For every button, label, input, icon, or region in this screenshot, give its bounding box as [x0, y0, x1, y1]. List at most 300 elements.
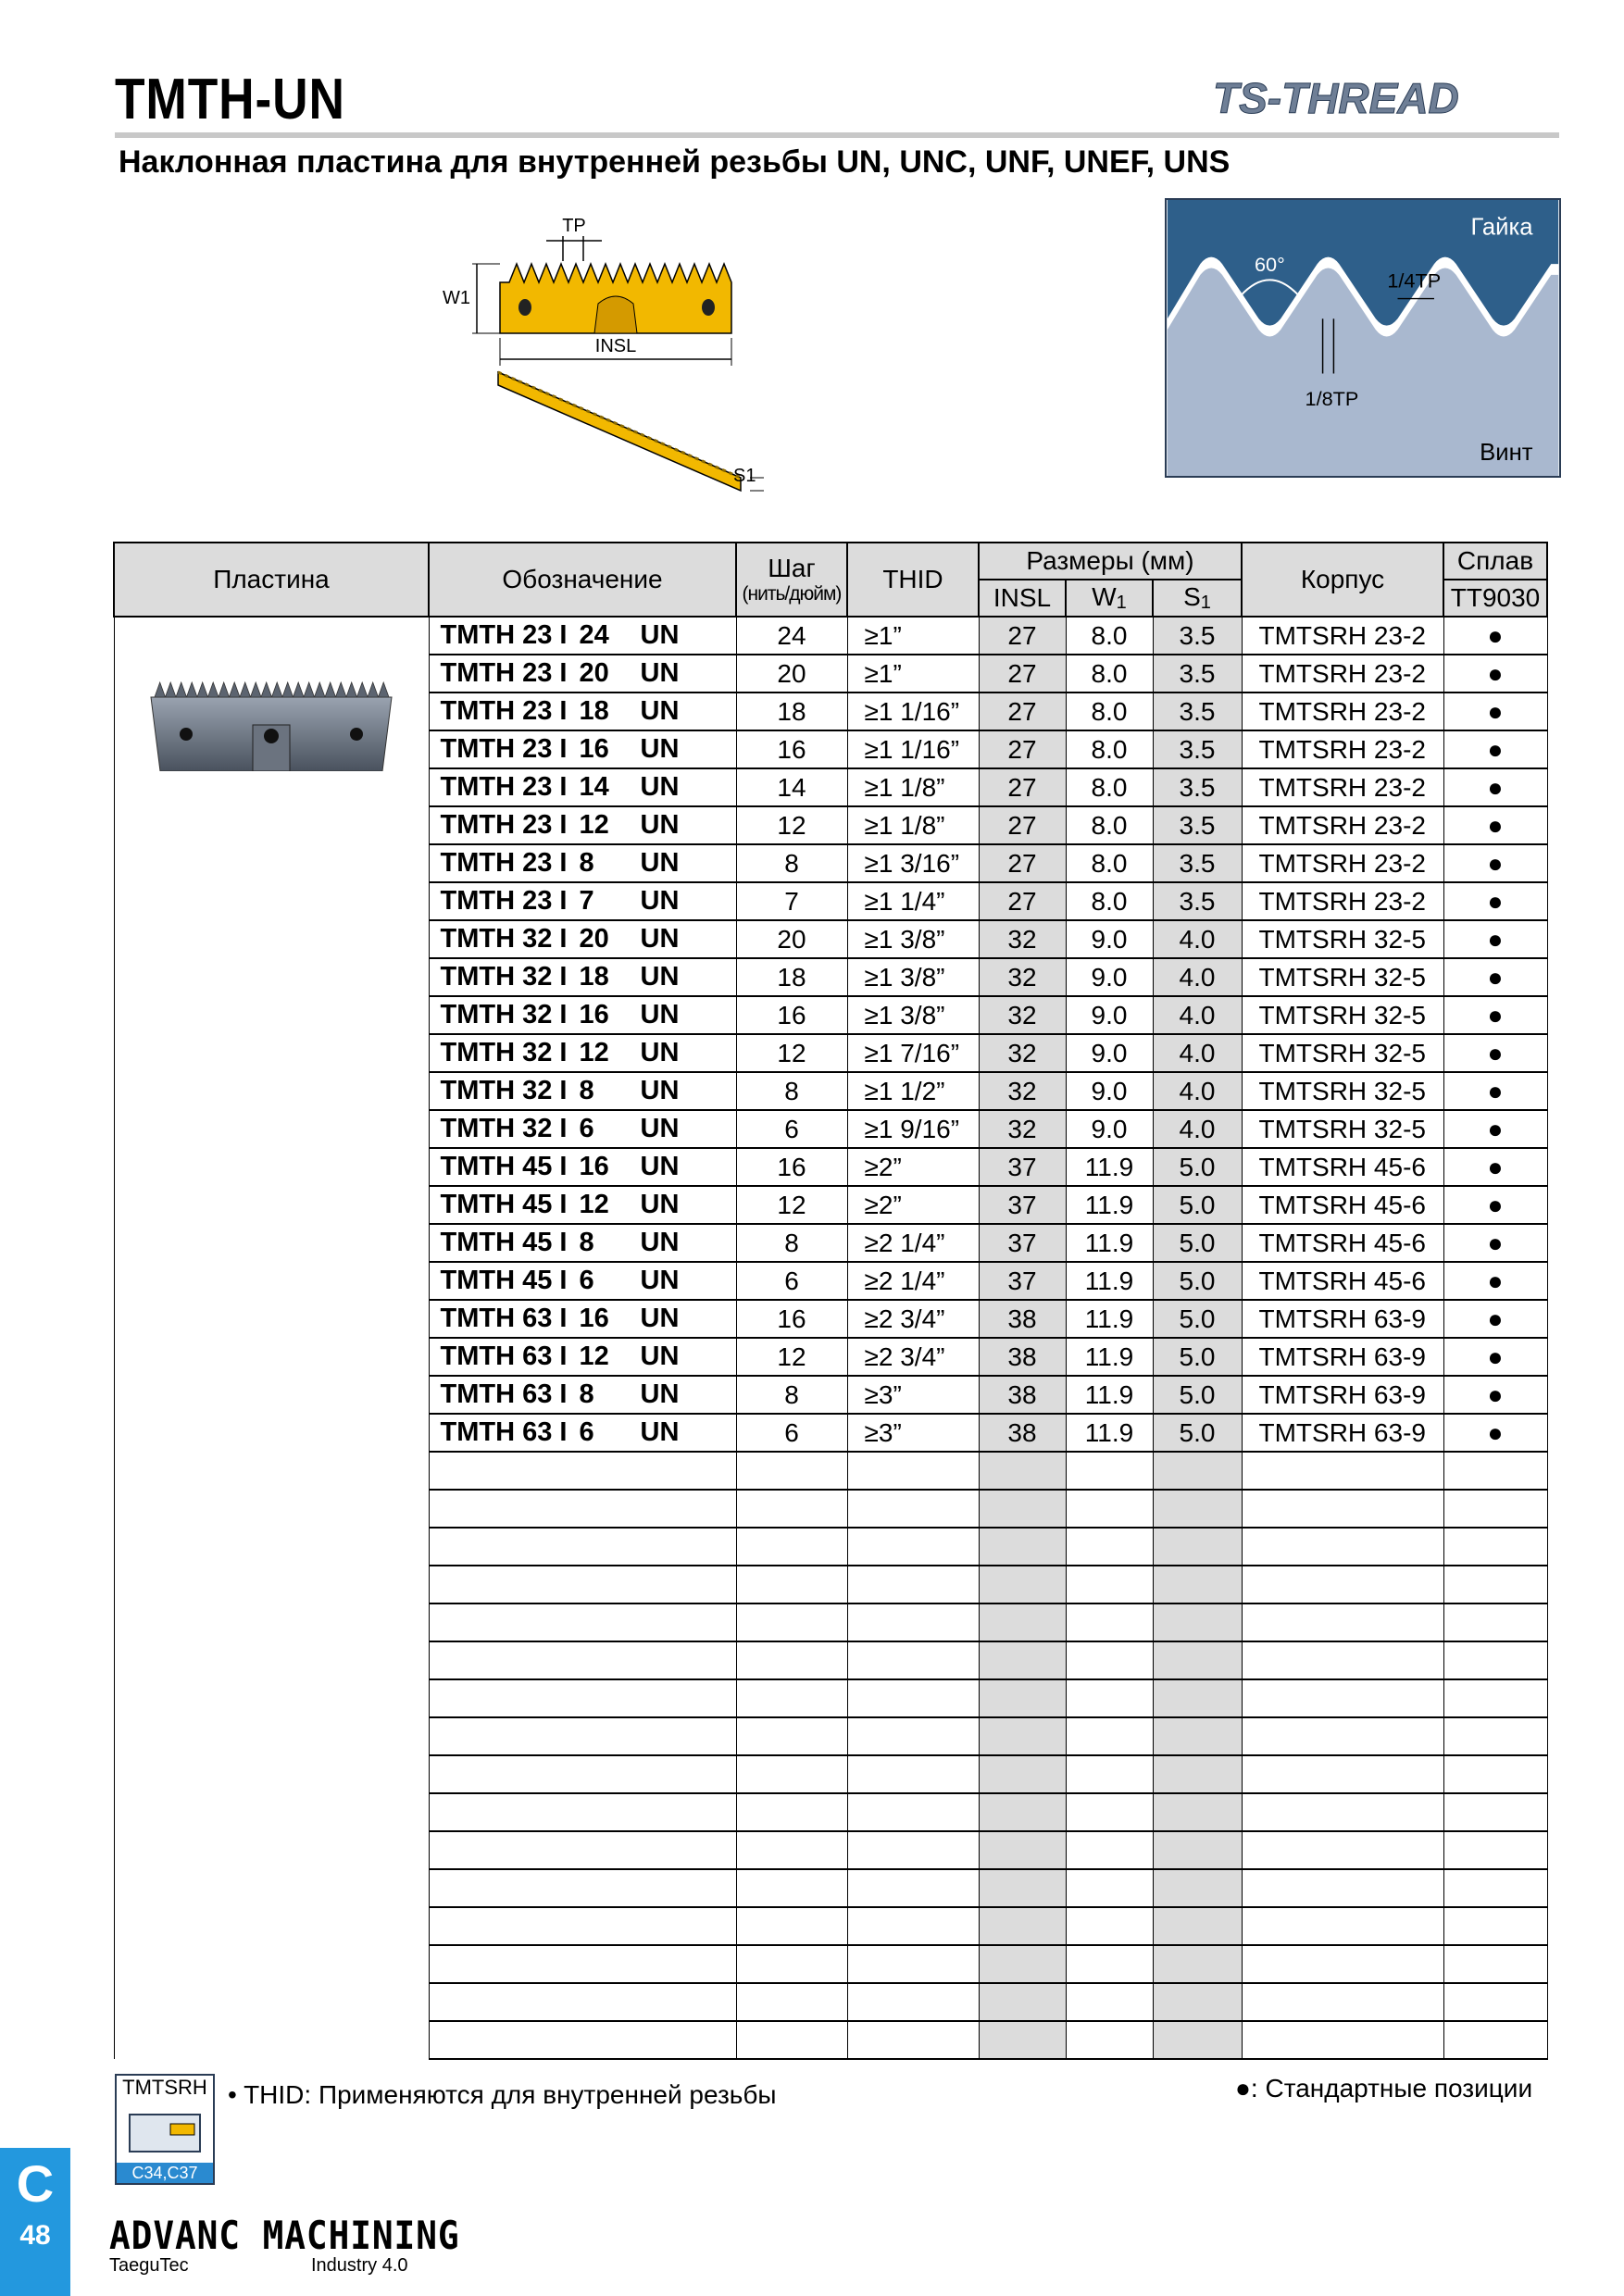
s1-cell: [1153, 1907, 1242, 1945]
designation-cell: [429, 1300, 736, 1338]
pitch-cell: 8: [736, 1224, 847, 1262]
thid-cell: [847, 1452, 979, 1490]
header-w1-letter: W: [1092, 582, 1117, 611]
insl-cell: 38: [979, 1414, 1066, 1452]
pitch-cell: 24: [736, 617, 847, 655]
pitch-cell: [736, 1490, 847, 1528]
thid-cell: ≥1 1/8”: [847, 806, 979, 844]
holder-cell: TMTSRH 32-5: [1242, 1110, 1443, 1148]
pitch-cell: 8: [736, 844, 847, 882]
thid-cell: [847, 1945, 979, 1983]
designation-pitch: 12: [579, 1038, 609, 1067]
header-s1: [1153, 580, 1242, 617]
designation-series: TMTH 32 I: [440, 924, 568, 954]
w1-cell: 11.9: [1066, 1148, 1153, 1186]
page-subtitle: Наклонная пластина для внутренней резьбы UN, UNC, UNF, UNEF, UNS: [119, 144, 1230, 180]
pitch-cell: 14: [736, 768, 847, 806]
designation-cell: [429, 617, 736, 655]
s1-cell: 3.5: [1153, 617, 1242, 655]
designation-cell: [429, 1490, 736, 1528]
designation-cell: [429, 730, 736, 768]
grade-cell: [1443, 1490, 1547, 1528]
thid-cell: [847, 1793, 979, 1831]
designation-cell: [429, 1224, 736, 1262]
s1-cell: [1153, 2021, 1242, 2059]
designation-series: TMTH 23 I: [440, 658, 568, 688]
pitch-cell: 12: [736, 1034, 847, 1072]
pitch-cell: [736, 1907, 847, 1945]
holder-cell: TMTSRH 32-5: [1242, 1034, 1443, 1072]
insl-cell: 27: [979, 617, 1066, 655]
s1-cell: 3.5: [1153, 655, 1242, 693]
holder-cell: [1242, 1490, 1443, 1528]
header-designation: Обозначение: [429, 543, 736, 617]
header-holder: Корпус: [1242, 543, 1443, 617]
grade-cell: [1443, 2021, 1547, 2059]
insl-cell: 27: [979, 655, 1066, 693]
w1-cell: 11.9: [1066, 1224, 1153, 1262]
holder-cell: [1242, 1755, 1443, 1793]
designation-cell: [429, 1641, 736, 1679]
thid-cell: [847, 1603, 979, 1641]
s1-cell: 5.0: [1153, 1414, 1242, 1452]
holder-cell: TMTSRH 32-5: [1242, 958, 1443, 996]
designation-cell: [429, 1376, 736, 1414]
grade-cell: ●: [1443, 1110, 1547, 1148]
designation-cell: [429, 1945, 736, 1983]
designation-cell: [429, 1679, 736, 1717]
thid-cell: ≥2 1/4”: [847, 1262, 979, 1300]
holder-cell: [1242, 1528, 1443, 1566]
w1-cell: [1066, 1603, 1153, 1641]
insl-cell: [979, 1945, 1066, 1983]
designation-profile: UN: [640, 1341, 680, 1371]
insl-cell: [979, 1641, 1066, 1679]
designation-pitch: 12: [579, 1190, 609, 1219]
grade-cell: ●: [1443, 1414, 1547, 1452]
s1-cell: [1153, 1869, 1242, 1907]
thid-cell: [847, 1641, 979, 1679]
designation-series: TMTH 63 I: [440, 1417, 568, 1447]
holder-box-ref[interactable]: C34,C37: [117, 2163, 213, 2183]
designation-cell: [429, 882, 736, 920]
w1-cell: [1066, 1907, 1153, 1945]
insl-label: INSL: [594, 336, 637, 356]
grade-cell: [1443, 1907, 1547, 1945]
designation-profile: UN: [640, 1000, 680, 1029]
pitch-cell: [736, 1452, 847, 1490]
thid-cell: [847, 2021, 979, 2059]
thid-cell: ≥1 7/16”: [847, 1034, 979, 1072]
designation-profile: UN: [640, 658, 680, 688]
pitch-cell: 20: [736, 655, 847, 693]
designation-series: TMTH 23 I: [440, 848, 568, 878]
designation-series: TMTH 32 I: [440, 1114, 568, 1143]
grade-cell: [1443, 1945, 1547, 1983]
s1-cell: [1153, 1641, 1242, 1679]
grade-cell: [1443, 1983, 1547, 2021]
holder-cell: TMTSRH 23-2: [1242, 844, 1443, 882]
thid-cell: [847, 1566, 979, 1603]
designation-cell: [429, 844, 736, 882]
designation-profile: UN: [640, 696, 680, 726]
designation-pitch: 20: [579, 658, 609, 688]
thid-cell: ≥2”: [847, 1186, 979, 1224]
holder-cell: TMTSRH 32-5: [1242, 1072, 1443, 1110]
quarter-tp-label: 1/4TP: [1387, 268, 1442, 293]
designation-profile: UN: [640, 962, 680, 992]
designation-pitch: 8: [579, 1228, 594, 1257]
thid-cell: [847, 1528, 979, 1566]
pitch-cell: 16: [736, 730, 847, 768]
s1-cell: 4.0: [1153, 1110, 1242, 1148]
grade-cell: [1443, 1528, 1547, 1566]
insl-cell: [979, 1528, 1066, 1566]
s1-cell: 4.0: [1153, 1072, 1242, 1110]
w1-cell: 11.9: [1066, 1300, 1153, 1338]
thid-cell: ≥1 9/16”: [847, 1110, 979, 1148]
holder-cell: TMTSRH 63-9: [1242, 1376, 1443, 1414]
designation-cell: [429, 1338, 736, 1376]
designation-cell: [429, 1566, 736, 1603]
designation-cell: [429, 1717, 736, 1755]
designation-pitch: 6: [579, 1417, 594, 1447]
holder-cell: TMTSRH 45-6: [1242, 1186, 1443, 1224]
pitch-cell: 16: [736, 1148, 847, 1186]
designation-profile: UN: [640, 1304, 680, 1333]
designation-pitch: 16: [579, 734, 609, 764]
w1-cell: [1066, 1641, 1153, 1679]
w1-cell: 9.0: [1066, 1072, 1153, 1110]
thid-cell: ≥2 1/4”: [847, 1224, 979, 1262]
holder-cell: [1242, 1641, 1443, 1679]
header-w1: [1066, 580, 1153, 617]
insl-cell: 38: [979, 1376, 1066, 1414]
pitch-cell: [736, 1641, 847, 1679]
s1-cell: 3.5: [1153, 844, 1242, 882]
grade-cell: ●: [1443, 882, 1547, 920]
pitch-cell: [736, 1679, 847, 1717]
s1-cell: [1153, 1793, 1242, 1831]
thid-cell: ≥1 1/2”: [847, 1072, 979, 1110]
holder-cell: [1242, 1679, 1443, 1717]
thid-cell: ≥3”: [847, 1376, 979, 1414]
designation-series: TMTH 23 I: [440, 886, 568, 916]
holder-cell: TMTSRH 45-6: [1242, 1148, 1443, 1186]
grade-cell: ●: [1443, 844, 1547, 882]
pitch-cell: 12: [736, 1338, 847, 1376]
designation-cell: [429, 1603, 736, 1641]
designation-profile: UN: [640, 810, 680, 840]
designation-cell: [429, 1148, 736, 1186]
brand-tagline: Industry 4.0: [311, 2255, 408, 2276]
designation-series: TMTH 23 I: [440, 696, 568, 726]
s1-cell: [1153, 1717, 1242, 1755]
thread-profile-diagram: [1165, 198, 1561, 478]
header-plastina: Пластина: [114, 543, 429, 617]
thid-cell: [847, 1679, 979, 1717]
w1-cell: 8.0: [1066, 844, 1153, 882]
holder-cell: TMTSRH 63-9: [1242, 1338, 1443, 1376]
holder-cell: TMTSRH 63-9: [1242, 1300, 1443, 1338]
thid-cell: ≥1 3/16”: [847, 844, 979, 882]
pitch-cell: [736, 1603, 847, 1641]
designation-cell: [429, 1414, 736, 1452]
designation-profile: UN: [640, 1228, 680, 1257]
holder-cell: [1242, 1717, 1443, 1755]
designation-pitch: 8: [579, 1379, 594, 1409]
designation-pitch: 8: [579, 848, 594, 878]
holder-cell: TMTSRH 23-2: [1242, 730, 1443, 768]
designation-cell: [429, 1186, 736, 1224]
holder-cell: TMTSRH 23-2: [1242, 655, 1443, 693]
insl-cell: 37: [979, 1148, 1066, 1186]
grade-cell: ●: [1443, 1034, 1547, 1072]
insl-cell: [979, 1490, 1066, 1528]
pitch-cell: 8: [736, 1376, 847, 1414]
page-title: TMTH-UN: [115, 68, 345, 131]
s1-cell: 3.5: [1153, 730, 1242, 768]
s1-cell: 4.0: [1153, 958, 1242, 996]
s1-cell: 5.0: [1153, 1148, 1242, 1186]
designation-series: TMTH 32 I: [440, 1076, 568, 1105]
insl-cell: [979, 1907, 1066, 1945]
designation-profile: UN: [640, 1266, 680, 1295]
grade-cell: [1443, 1641, 1547, 1679]
designation-series: TMTH 32 I: [440, 962, 568, 992]
thid-cell: ≥3”: [847, 1414, 979, 1452]
page-number: 48: [19, 2220, 51, 2251]
w1-cell: 8.0: [1066, 617, 1153, 655]
w1-cell: [1066, 1490, 1153, 1528]
pitch-cell: 12: [736, 1186, 847, 1224]
w1-cell: 8.0: [1066, 655, 1153, 693]
grade-cell: [1443, 1869, 1547, 1907]
header-insl: INSL: [979, 580, 1066, 617]
designation-profile: UN: [640, 1038, 680, 1067]
designation-cell: [429, 1262, 736, 1300]
w1-cell: [1066, 1755, 1153, 1793]
holder-cell: TMTSRH 23-2: [1242, 693, 1443, 730]
thid-footnote: • THID: Применяются для внутренней резьбы: [228, 2080, 777, 2109]
header-grade: Сплав: [1443, 543, 1547, 580]
s1-cell: [1153, 1452, 1242, 1490]
designation-pitch: 12: [579, 1341, 609, 1371]
thid-cell: ≥2”: [847, 1148, 979, 1186]
nut-label: Гайка: [1470, 214, 1533, 241]
designation-series: TMTH 63 I: [440, 1304, 568, 1333]
pitch-cell: 20: [736, 920, 847, 958]
w1-cell: 8.0: [1066, 693, 1153, 730]
designation-series: TMTH 23 I: [440, 772, 568, 802]
w1-cell: 11.9: [1066, 1262, 1153, 1300]
holder-cell: [1242, 1983, 1443, 2021]
insert-photo: [132, 669, 410, 771]
insl-cell: 27: [979, 882, 1066, 920]
pitch-cell: 18: [736, 958, 847, 996]
w1-cell: [1066, 1717, 1153, 1755]
grade-cell: ●: [1443, 1300, 1547, 1338]
holder-cell: [1242, 1907, 1443, 1945]
designation-profile: UN: [640, 1379, 680, 1409]
pitch-cell: [736, 1793, 847, 1831]
pitch-cell: [736, 1528, 847, 1566]
designation-series: TMTH 45 I: [440, 1190, 568, 1219]
s1-cell: [1153, 1983, 1242, 2021]
s1-cell: [1153, 1490, 1242, 1528]
insl-cell: [979, 1452, 1066, 1490]
insl-cell: [979, 2021, 1066, 2059]
thid-cell: [847, 1490, 979, 1528]
grade-cell: ●: [1443, 958, 1547, 996]
thid-cell: [847, 1755, 979, 1793]
insl-cell: [979, 1679, 1066, 1717]
s1-cell: 3.5: [1153, 693, 1242, 730]
grade-cell: ●: [1443, 1072, 1547, 1110]
w1-cell: [1066, 1793, 1153, 1831]
holder-cell: TMTSRH 63-9: [1242, 1414, 1443, 1452]
designation-pitch: 24: [579, 620, 609, 650]
insl-cell: [979, 1566, 1066, 1603]
insl-cell: 37: [979, 1224, 1066, 1262]
designation-profile: UN: [640, 1417, 680, 1447]
grade-cell: [1443, 1831, 1547, 1869]
designation-cell: [429, 1907, 736, 1945]
pitch-cell: [736, 1983, 847, 2021]
thid-cell: ≥2 3/4”: [847, 1338, 979, 1376]
thid-cell: [847, 1717, 979, 1755]
brand-logo: ADVANC MACHINING: [109, 2213, 460, 2258]
w1-cell: [1066, 1831, 1153, 1869]
w1-cell: 9.0: [1066, 920, 1153, 958]
grade-cell: ●: [1443, 730, 1547, 768]
standard-items-legend: ●: Стандартные позиции: [1235, 2074, 1533, 2103]
table-body: [114, 617, 1547, 2059]
w1-cell: 8.0: [1066, 806, 1153, 844]
designation-profile: UN: [640, 886, 680, 916]
designation-pitch: 6: [579, 1266, 594, 1295]
designation-profile: UN: [640, 1190, 680, 1219]
table-row: [114, 617, 1547, 655]
screw-label: Винт: [1480, 440, 1533, 467]
insert-dimension-drawing: [435, 204, 787, 509]
grade-cell: ●: [1443, 996, 1547, 1034]
s1-cell: [1153, 1755, 1242, 1793]
header-pitch-unit: (нить/дюйм): [742, 583, 842, 605]
holder-cell: TMTSRH 23-2: [1242, 768, 1443, 806]
pitch-cell: 6: [736, 1262, 847, 1300]
designation-cell: [429, 1755, 736, 1793]
holder-cell: TMTSRH 32-5: [1242, 920, 1443, 958]
designation-cell: [429, 1793, 736, 1831]
pitch-cell: [736, 1717, 847, 1755]
designation-profile: UN: [640, 1114, 680, 1143]
designation-cell: [429, 958, 736, 996]
thid-cell: ≥1”: [847, 655, 979, 693]
title-rule: [115, 132, 1559, 138]
designation-series: TMTH 63 I: [440, 1341, 568, 1371]
header-pitch-label: Шаг: [768, 554, 816, 582]
thid-cell: ≥2 3/4”: [847, 1300, 979, 1338]
designation-cell: [429, 2021, 736, 2059]
w1-cell: 9.0: [1066, 958, 1153, 996]
s1-cell: [1153, 1603, 1242, 1641]
s1-cell: 4.0: [1153, 1034, 1242, 1072]
header-pitch: [736, 543, 847, 617]
grade-cell: ●: [1443, 1338, 1547, 1376]
designation-pitch: 8: [579, 1076, 594, 1105]
w1-cell: 8.0: [1066, 730, 1153, 768]
holder-cell: TMTSRH 32-5: [1242, 996, 1443, 1034]
w1-cell: 8.0: [1066, 768, 1153, 806]
grade-cell: [1443, 1603, 1547, 1641]
pitch-cell: [736, 1566, 847, 1603]
designation-pitch: 6: [579, 1114, 594, 1143]
pitch-cell: 16: [736, 996, 847, 1034]
designation-pitch: 12: [579, 810, 609, 840]
insl-cell: [979, 1717, 1066, 1755]
designation-cell: [429, 1452, 736, 1490]
holder-icon: [126, 2107, 204, 2159]
angle-label: 60°: [1254, 252, 1285, 276]
designation-cell: [429, 768, 736, 806]
designation-pitch: 20: [579, 924, 609, 954]
insl-cell: 27: [979, 693, 1066, 730]
holder-cell: TMTSRH 45-6: [1242, 1224, 1443, 1262]
designation-series: TMTH 45 I: [440, 1228, 568, 1257]
w1-cell: [1066, 1679, 1153, 1717]
insl-cell: 27: [979, 730, 1066, 768]
designation-cell: [429, 996, 736, 1034]
grade-cell: [1443, 1793, 1547, 1831]
insl-cell: [979, 1793, 1066, 1831]
grade-cell: ●: [1443, 806, 1547, 844]
holder-cell: [1242, 1793, 1443, 1831]
pitch-cell: 12: [736, 806, 847, 844]
thid-cell: ≥1”: [847, 617, 979, 655]
pitch-cell: 8: [736, 1072, 847, 1110]
s1-cell: 5.0: [1153, 1224, 1242, 1262]
thid-cell: [847, 1907, 979, 1945]
w1-cell: 11.9: [1066, 1338, 1153, 1376]
designation-series: TMTH 23 I: [440, 734, 568, 764]
w1-cell: [1066, 1869, 1153, 1907]
holder-cell: [1242, 1603, 1443, 1641]
header-grade-name: TT9030: [1443, 580, 1547, 617]
designation-profile: UN: [640, 734, 680, 764]
grade-cell: ●: [1443, 768, 1547, 806]
insl-cell: 27: [979, 844, 1066, 882]
pitch-cell: [736, 1869, 847, 1907]
pitch-cell: 7: [736, 882, 847, 920]
holder-cell: [1242, 1566, 1443, 1603]
s1-cell: 4.0: [1153, 920, 1242, 958]
designation-series: TMTH 45 I: [440, 1266, 568, 1295]
insl-cell: 27: [979, 806, 1066, 844]
holder-cell: TMTSRH 45-6: [1242, 1262, 1443, 1300]
w1-label: W1: [443, 288, 470, 308]
holder-cell: TMTSRH 23-2: [1242, 617, 1443, 655]
s1-label: S1: [733, 466, 756, 486]
designation-series: TMTH 63 I: [440, 1379, 568, 1409]
section-letter: C: [16, 2154, 55, 2213]
designation-cell: [429, 693, 736, 730]
insl-cell: 32: [979, 996, 1066, 1034]
designation-cell: [429, 655, 736, 693]
thid-cell: [847, 1983, 979, 2021]
designation-cell: [429, 920, 736, 958]
holder-cell: TMTSRH 23-2: [1242, 882, 1443, 920]
